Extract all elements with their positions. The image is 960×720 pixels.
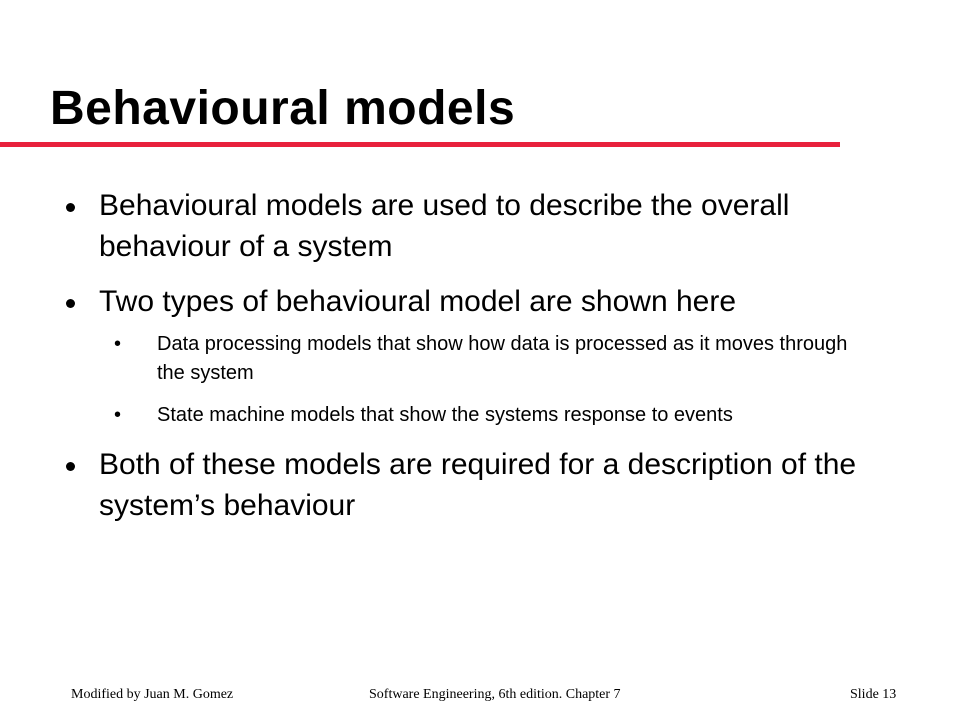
bullet-item	[0, 185, 960, 267]
footer-author: Modified by Juan M. Gomez	[71, 687, 234, 702]
bullet-text: Behavioural models are used to describe the overall behaviour of a system	[99, 189, 790, 263]
footer-source: Software Engineering, 6th edition. Chapter 7	[369, 687, 621, 702]
sub-bullet-marker-icon: •	[114, 404, 122, 426]
sub-bullet-item	[114, 330, 920, 388]
sub-bullet-marker-icon: •	[114, 333, 122, 355]
bullet-dot-icon	[66, 203, 75, 212]
sub-bullet-text: State machine models that show the systems response to events	[157, 404, 733, 426]
slide-title: Behavioural models	[50, 82, 516, 135]
bullet-text: Both of these models are required for a description of the system’s behaviour	[99, 448, 857, 522]
bullet-item	[0, 281, 960, 430]
footer-slide-number: Slide 13	[850, 687, 897, 702]
sub-bullet-item	[114, 401, 920, 430]
bullet-list	[0, 185, 960, 540]
sub-bullet-text: Data processing models that show how data is processed as it moves through the system	[157, 333, 848, 384]
bullet-text: Two types of behavioural model are shown here	[99, 285, 737, 318]
title-underline	[0, 142, 840, 147]
bullet-dot-icon	[66, 299, 75, 308]
bullet-dot-icon	[66, 462, 75, 471]
bullet-item	[0, 444, 960, 526]
sub-bullet-list	[99, 330, 920, 430]
